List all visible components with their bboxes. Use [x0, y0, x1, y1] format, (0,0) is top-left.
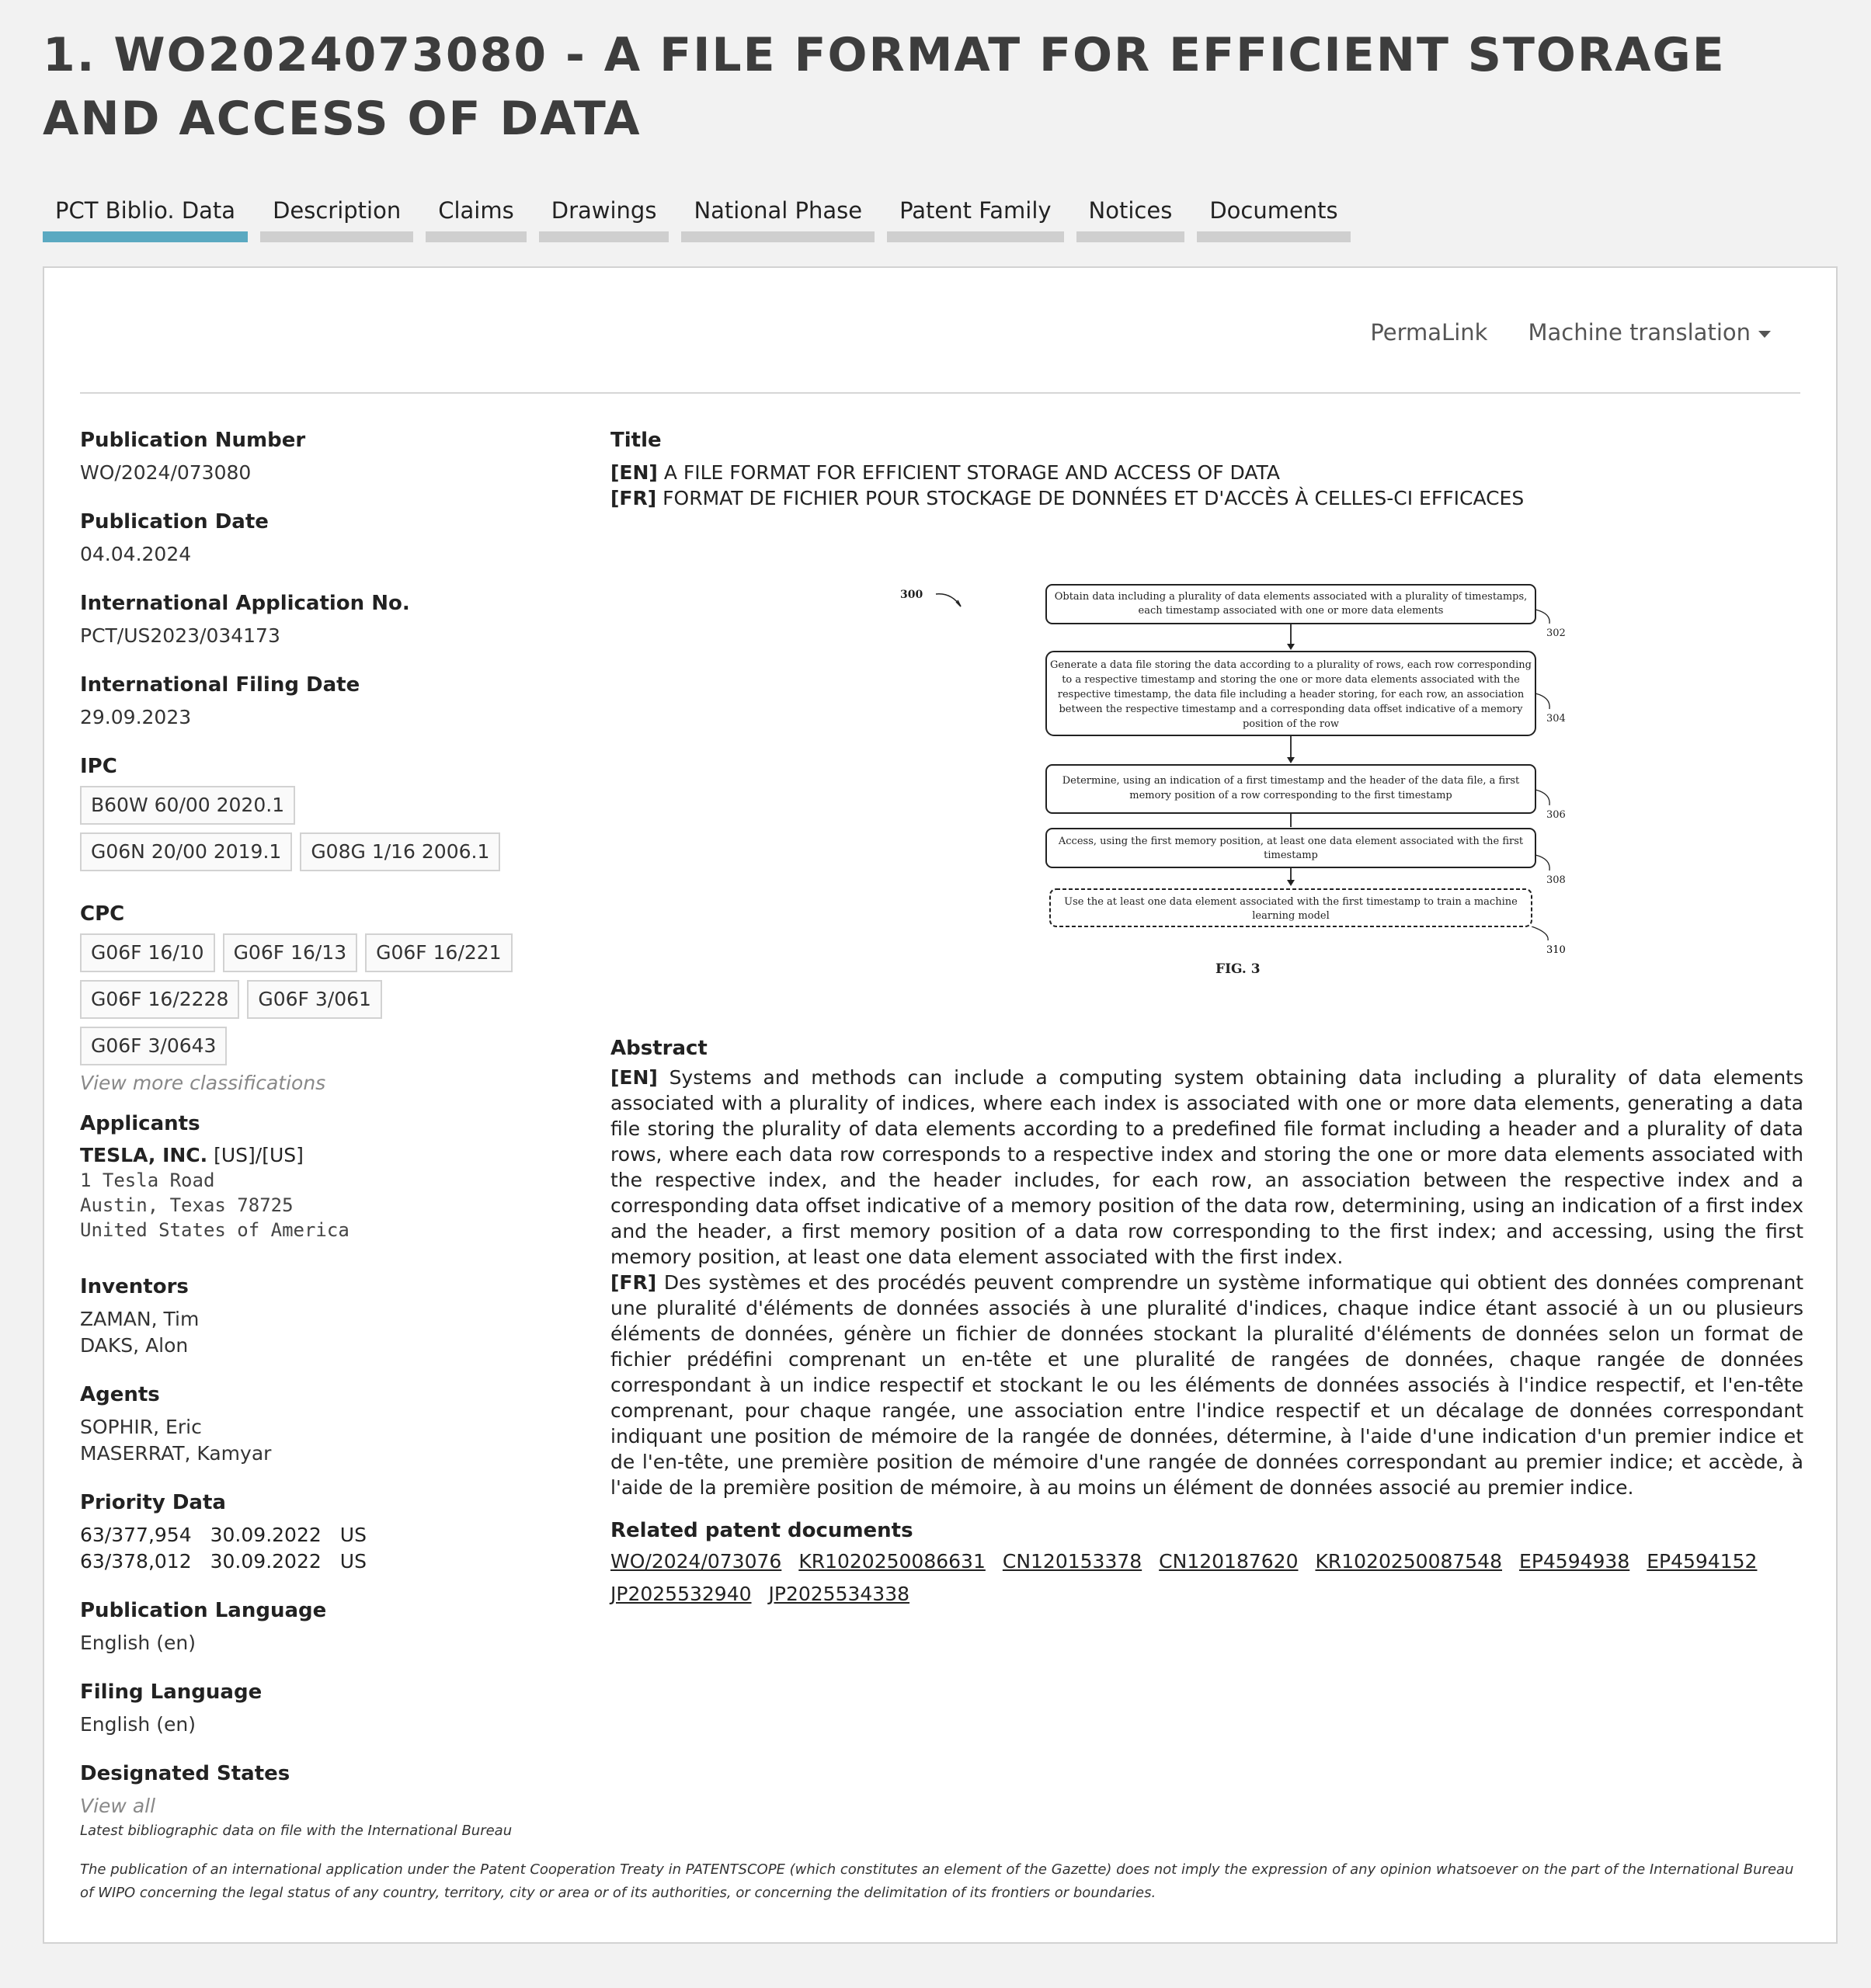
tab-national-phase[interactable]: National Phase — [681, 191, 875, 242]
abstract-fr — [610, 1270, 1803, 1500]
step-callout — [1532, 926, 1548, 940]
filing-date-value: 29.09.2023 — [80, 706, 192, 728]
step-text: respective timestamp, the data file including a header storing, for each row, an association — [1057, 689, 1525, 700]
detail-column — [610, 427, 1803, 511]
title-label: Title — [610, 429, 662, 452]
agents-label: Agents — [80, 1383, 160, 1406]
applicant-address-line: Austin, Texas 78725 — [80, 1194, 294, 1216]
figure-ref-label: 300 — [900, 589, 923, 601]
application-number — [80, 590, 562, 649]
agents-section — [80, 1382, 562, 1467]
step-text: Use the at least one data element associated with the first timestamp to train a machine — [1064, 896, 1518, 908]
related-doc-link[interactable]: KR1020250086631 — [798, 1550, 986, 1573]
view-more-classifications-link[interactable]: View more classifications — [80, 1072, 326, 1094]
related-doc-link[interactable]: EP4594938 — [1519, 1550, 1630, 1573]
arrowhead-icon — [1287, 644, 1295, 650]
filing-date-label: International Filing Date — [80, 673, 360, 697]
title-fr-tag: [FR] — [610, 487, 657, 509]
cpc-section — [80, 901, 562, 1097]
publication-date-value: 04.04.2024 — [80, 543, 192, 565]
abstract-section — [610, 1035, 1803, 1607]
step-callout — [1535, 610, 1549, 624]
figure-drawing[interactable] — [868, 571, 1567, 956]
abstract-fr-tag: [FR] — [610, 1271, 657, 1294]
cpc-chip[interactable]: G06F 3/061 — [247, 980, 382, 1019]
publication-number-label: Publication Number — [80, 429, 306, 452]
priority-data-section — [80, 1489, 562, 1575]
publication-language-value: English (en) — [80, 1632, 196, 1654]
publication-language-section — [80, 1597, 562, 1656]
publication-number — [80, 427, 562, 486]
designated-states-label: Designated States — [80, 1762, 290, 1785]
priority-number: 63/377,954 — [80, 1524, 192, 1546]
tab-notices[interactable]: Notices — [1076, 191, 1185, 242]
related-doc-link[interactable]: JP2025532940 — [610, 1583, 752, 1605]
related-doc-link[interactable]: KR1020250087548 — [1315, 1550, 1503, 1573]
flow-step-306 — [1046, 765, 1535, 813]
designated-states-section — [80, 1760, 562, 1819]
step-id: 302 — [1546, 627, 1566, 639]
tab-description[interactable]: Description — [260, 191, 413, 242]
step-id: 310 — [1546, 944, 1566, 956]
publication-language-label: Publication Language — [80, 1599, 327, 1622]
step-text: Generate a data file storing the data according to a plurality of rows, each row corresponding — [1050, 659, 1532, 671]
priority-number: 63/378,012 — [80, 1550, 192, 1573]
step-text: position of the row — [1242, 718, 1340, 730]
ipc-chip[interactable]: G08G 1/16 2006.1 — [300, 832, 500, 871]
agent-name: SOPHIR, Eric — [80, 1416, 202, 1438]
step-text: Determine, using an indication of a first timestamp and the header of the data file, a first — [1062, 775, 1520, 787]
tab-pct-biblio-data[interactable]: PCT Biblio. Data — [43, 191, 248, 242]
arrowhead-icon — [1287, 757, 1295, 763]
figure-ref-arrow — [936, 594, 961, 606]
step-text: memory position of a row corresponding to the first timestamp — [1129, 790, 1452, 801]
ipc-label: IPC — [80, 755, 117, 778]
filing-language-value: English (en) — [80, 1713, 196, 1736]
abstract-label: Abstract — [610, 1037, 708, 1060]
applicant-address-line: United States of America — [80, 1219, 350, 1241]
related-label: Related patent documents — [610, 1519, 913, 1542]
applicant-address-line: 1 Tesla Road — [80, 1170, 215, 1191]
priority-row — [80, 1548, 562, 1575]
footer-note-latest: Latest bibliographic data on file with the International Bureau — [80, 1823, 513, 1839]
caret-down-icon — [1758, 331, 1771, 338]
publication-date — [80, 509, 562, 568]
priority-row — [80, 1522, 562, 1548]
filing-language-label: Filing Language — [80, 1680, 263, 1704]
cpc-chips — [80, 933, 530, 1065]
cpc-label: CPC — [80, 902, 125, 926]
permalink-link[interactable]: PermaLink — [1370, 319, 1488, 346]
step-callout — [1535, 790, 1549, 805]
designated-states-view-all-link[interactable]: View all — [80, 1795, 156, 1817]
publication-number-value: WO/2024/073080 — [80, 461, 252, 484]
flowchart — [868, 571, 1567, 928]
step-text: to a respective timestamp and storing the one or more data elements associated with the — [1062, 674, 1520, 686]
figure-caption: FIG. 3 — [1215, 961, 1261, 977]
step-id: 306 — [1546, 809, 1566, 821]
related-doc-link[interactable]: JP2025534338 — [768, 1583, 910, 1605]
flow-step-308 — [1046, 829, 1535, 867]
applicants-label: Applicants — [80, 1112, 200, 1135]
tab-documents[interactable]: Documents — [1197, 191, 1350, 242]
related-doc-link[interactable]: CN120153378 — [1002, 1550, 1142, 1573]
divider — [80, 392, 1800, 394]
tab-patent-family[interactable]: Patent Family — [887, 191, 1063, 242]
step-callout — [1535, 693, 1549, 709]
filing-language-section — [80, 1679, 562, 1738]
abstract-en-text: Systems and methods can include a computing system obtaining data including a plurality of data elements associated with a plurality of indices, where each index is associated with one or more data elements, generating a data file storing the plurality of data elements according to a predefined file format including a header and a plurality of data rows, where each data row corresponds to a respective index and storing the one or more data elements associated with the respective index, and the header includes, for each row, an association between the respective index and a corresponding data offset indicative of a memory position of the data row, determining, using an indication of a first index and the header, a first memory position of a data row corresponding to the first index; and accessing, using the first memory position, at least one data element associated with the first index. — [610, 1066, 1803, 1268]
title-fr — [610, 485, 1803, 511]
priority-country: US — [339, 1550, 367, 1573]
agent-name: MASERRAT, Kamyar — [80, 1442, 272, 1465]
inventors-section — [80, 1274, 562, 1359]
applicant-countries: [US]/[US] — [214, 1144, 304, 1166]
step-text: Obtain data including a plurality of data elements associated with a plurality of timestamps, — [1054, 591, 1528, 603]
inventors-label: Inventors — [80, 1275, 189, 1298]
related-doc-link[interactable]: WO/2024/073076 — [610, 1550, 782, 1573]
related-doc-link[interactable]: EP4594152 — [1647, 1550, 1758, 1573]
applicant-line — [80, 1143, 562, 1168]
priority-data-label: Priority Data — [80, 1491, 226, 1514]
cpc-chip[interactable]: G06F 16/10 — [80, 933, 215, 972]
step-callout — [1535, 855, 1549, 871]
machine-translation-label: Machine translation — [1528, 319, 1751, 346]
related-doc-link[interactable]: CN120187620 — [1159, 1550, 1299, 1573]
footer-note-disclaimer: The publication of an international application under the Patent Cooperation Treaty in PATENTSCOPE (which constitutes an element of the Gazette) does not imply the expression of any opinion whatsoever on the part of the International Bureau of WIPO concerning the legal status of any country, territory, city or area or of its authorities, or concerning the delimitation of its frontiers or boundaries. — [80, 1861, 1794, 1901]
machine-translation-dropdown[interactable] — [1528, 319, 1771, 346]
title-en-text: A FILE FORMAT FOR EFFICIENT STORAGE AND ACCESS OF DATA — [663, 461, 1280, 484]
step-text: between the respective timestamp and a corresponding data offset indicative of a memory — [1059, 704, 1523, 715]
publication-date-label: Publication Date — [80, 510, 269, 533]
content-card — [43, 266, 1838, 1944]
step-id: 304 — [1546, 713, 1566, 725]
applicant-name: TESLA, INC. — [80, 1144, 208, 1166]
priority-date: 30.09.2022 — [210, 1524, 322, 1546]
priority-country: US — [339, 1524, 367, 1546]
tab-bar — [43, 191, 1351, 242]
step-text: learning model — [1252, 910, 1330, 922]
applicants-section — [80, 1110, 562, 1242]
step-text: Access, using the first memory position, at least one data element associated with the first — [1058, 836, 1524, 847]
step-text: each timestamp associated with one or more data elements — [1138, 605, 1444, 617]
ipc-chip[interactable]: B60W 60/00 2020.1 — [80, 786, 295, 825]
title-en-tag: [EN] — [610, 461, 658, 484]
application-number-value: PCT/US2023/034173 — [80, 624, 280, 647]
ipc-section — [80, 753, 562, 871]
ipc-chips — [80, 786, 515, 871]
title-fr-text: FORMAT DE FICHIER POUR STOCKAGE DE DONNÉES ET D'ACCÈS À CELLES-CI EFFICACES — [663, 487, 1525, 509]
step-id: 308 — [1546, 874, 1566, 886]
ipc-chip[interactable]: G06N 20/00 2019.1 — [80, 832, 292, 871]
arrowhead-icon — [1287, 880, 1295, 886]
step-text: timestamp — [1264, 850, 1318, 861]
tab-claims[interactable]: Claims — [426, 191, 527, 242]
cpc-chip[interactable]: G06F 3/0643 — [80, 1027, 227, 1065]
tab-drawings[interactable]: Drawings — [539, 191, 669, 242]
inventor-name: DAKS, Alon — [80, 1334, 189, 1357]
abstract-en-tag: [EN] — [610, 1066, 658, 1089]
filing-date — [80, 672, 562, 731]
cpc-chip[interactable]: G06F 16/13 — [223, 933, 358, 972]
toolbar — [1370, 319, 1771, 346]
cpc-chip[interactable]: G06F 16/221 — [365, 933, 512, 972]
cpc-chip[interactable]: G06F 16/2228 — [80, 980, 239, 1019]
priority-date: 30.09.2022 — [210, 1550, 322, 1573]
title-en — [610, 460, 1803, 485]
abstract-fr-text: Des systèmes et des procédés peuvent comprendre un système informatique qui obtient des données comprenant une pluralité d'éléments de données associés à une pluralité d'indices, chaque indice étant associé à un ou plusieurs éléments de données, génère un fichier de données stockant la pluralité d'éléments de données selon un format de fichier prédéfini comprenant un en-tête et une pluralité de rangées de données, chaque rangée de données correspondant à un indice respectif et stockant le ou les éléments de données associés à l'indice respectif, et l'en-tête comprenant, pour chaque rangée, une association entre l'indice respectif et un décalage de données correspondant indiquant une position de mémoire de la rangée de données, détermine, à l'aide d'une indication d'un premier indice et de l'en-tête, une première position de mémoire d'une rangée de données correspondant au premier indice; et accède, à l'aide de la première position de mémoire, à au moins un élément de données associé au premier indice. — [610, 1271, 1803, 1499]
page-title: 1. WO2024073080 - A FILE FORMAT FOR EFFICIENT STORAGE AND ACCESS OF DATA — [43, 28, 1726, 146]
related-docs — [610, 1548, 1803, 1607]
abstract-en — [610, 1065, 1803, 1270]
application-number-label: International Application No. — [80, 592, 410, 615]
inventor-name: ZAMAN, Tim — [80, 1308, 200, 1330]
